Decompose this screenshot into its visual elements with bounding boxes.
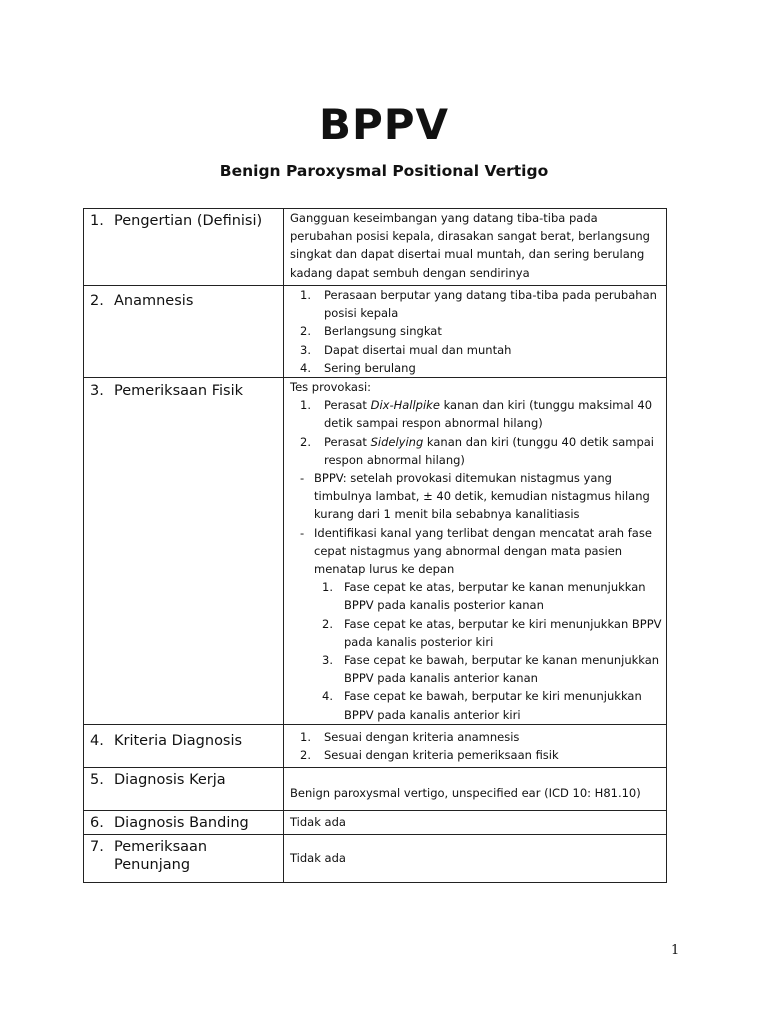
row-number: 6. [90,814,104,831]
row-content-cell [284,209,667,286]
row-label-cell [84,834,284,882]
physical-exam-content [284,378,666,724]
row-label: Pemeriksaan Fisik [114,383,243,400]
table-row-diagnosis-kerja [84,767,667,810]
supporting-exam: Tidak ada [290,850,346,865]
provocation-intro: Tes provokasi: [290,380,372,395]
row-label-cell [84,767,284,810]
list-item: 2. Berlangsung singkat [300,324,442,339]
row-content-cell [284,767,667,810]
definition-text: Gangguan keseimbangan yang datang tiba-tiba pada perubahan posisi kepala, dirasakan sangat berat, berlangsung singkat dan dapat disertai mual muntah, dan sering berulang kadang dapat sembuh dengan sendirinya [290,211,650,280]
working-diagnosis: Benign paroxysmal vertigo, unspecified ear (ICD 10: H81.10) [290,785,641,800]
row-content-cell [284,378,667,725]
provocation-tests [290,396,662,469]
row-number: 5. [90,771,104,788]
anamnesis-list [284,286,666,377]
list-item: 4. Sering berulang [300,360,416,375]
row-content-cell [284,810,667,834]
criteria-list [284,725,666,764]
table-row-pemeriksaan-fisik [84,378,667,725]
row-number: 2. [90,293,104,309]
document-subtitle: Benign Paroxysmal Positional Vertigo [219,162,549,180]
row-label-cell [84,724,284,767]
row-label: Pemeriksaan Penunjang [114,838,208,873]
row-label-cell [84,378,284,725]
list-item: 3. Fase cepat ke bawah, berputar ke kanan menunjukkan BPPV pada kanalis anterior kanan [322,653,660,686]
list-item: 2. Perasat Sidelying kanan dan kiri (tunggu 40 detik sampai respon abnormal hilang) [300,434,654,467]
list-item: 4. Fase cepat ke bawah, berputar ke kiri menunjukkan BPPV pada kanalis anterior kiri [322,689,642,722]
row-number: 1. [90,213,104,229]
row-content-cell [284,834,667,882]
table-row-pemeriksaan-penunjang [84,834,667,882]
list-item: 1. Perasat Dix-Hallpike kanan dan kiri (tunggu maksimal 40 detik sampai respon abnormal hilang) [300,398,653,431]
list-item: 1. Sesuai dengan kriteria anamnesis [300,729,520,744]
list-item: - BPPV: setelah provokasi ditemukan nistagmus yang timbulnya lambat, ± 40 detik, kemudian nistagmus hilang kurang dari 1 menit bila sebabnya kanalitiasis [300,471,650,522]
list-item: 3. Dapat disertai mual dan muntah [300,342,512,357]
table-row-kriteria-diagnosis [84,724,667,767]
row-label-cell [84,810,284,834]
row-content-cell [284,724,667,767]
differential-diagnosis: Tidak ada [290,814,346,829]
row-label: Anamnesis [114,293,194,309]
list-item: 1. Fase cepat ke atas, berputar ke kanan menunjukkan BPPV pada kanalis posterior kanan [322,580,646,613]
row-number: 3. [90,383,104,400]
table-row-pengertian [84,209,667,286]
sop-table [83,208,667,883]
list-item: - Identifikasi kanal yang terlibat dengan mencatat arah fase cepat nistagmus yang abnormal dengan mata pasien menatap lurus ke depan [300,525,652,577]
row-content-cell [284,286,667,378]
row-number: 4. [90,732,104,749]
row-label: Diagnosis Banding [114,814,249,831]
phase-list [322,578,662,724]
table-row-diagnosis-banding [84,810,667,834]
row-label: Kriteria Diagnosis [114,732,243,749]
list-item: 2. Sesuai dengan kriteria pemeriksaan fisik [300,748,559,763]
maneuver-name: Dix-Hallpike [370,398,440,413]
maneuver-name: Sidelying [370,434,424,449]
document-title: BPPV [318,100,450,149]
list-item: 1. Perasaan berputar yang datang tiba-tiba pada perubahan posisi kepala [300,288,657,321]
row-number: 7. [90,838,104,855]
row-label: Diagnosis Kerja [114,771,226,788]
page-number: 1 [671,943,680,958]
row-label-cell [84,286,284,378]
row-label-cell [84,209,284,286]
row-label: Pengertian (Definisi) [114,213,263,229]
table-row-anamnesis [84,286,667,378]
findings-list [290,469,662,578]
list-item: 2. Fase cepat ke atas, berputar ke kiri menunjukkan BPPV pada kanalis posterior kiri [322,616,662,649]
